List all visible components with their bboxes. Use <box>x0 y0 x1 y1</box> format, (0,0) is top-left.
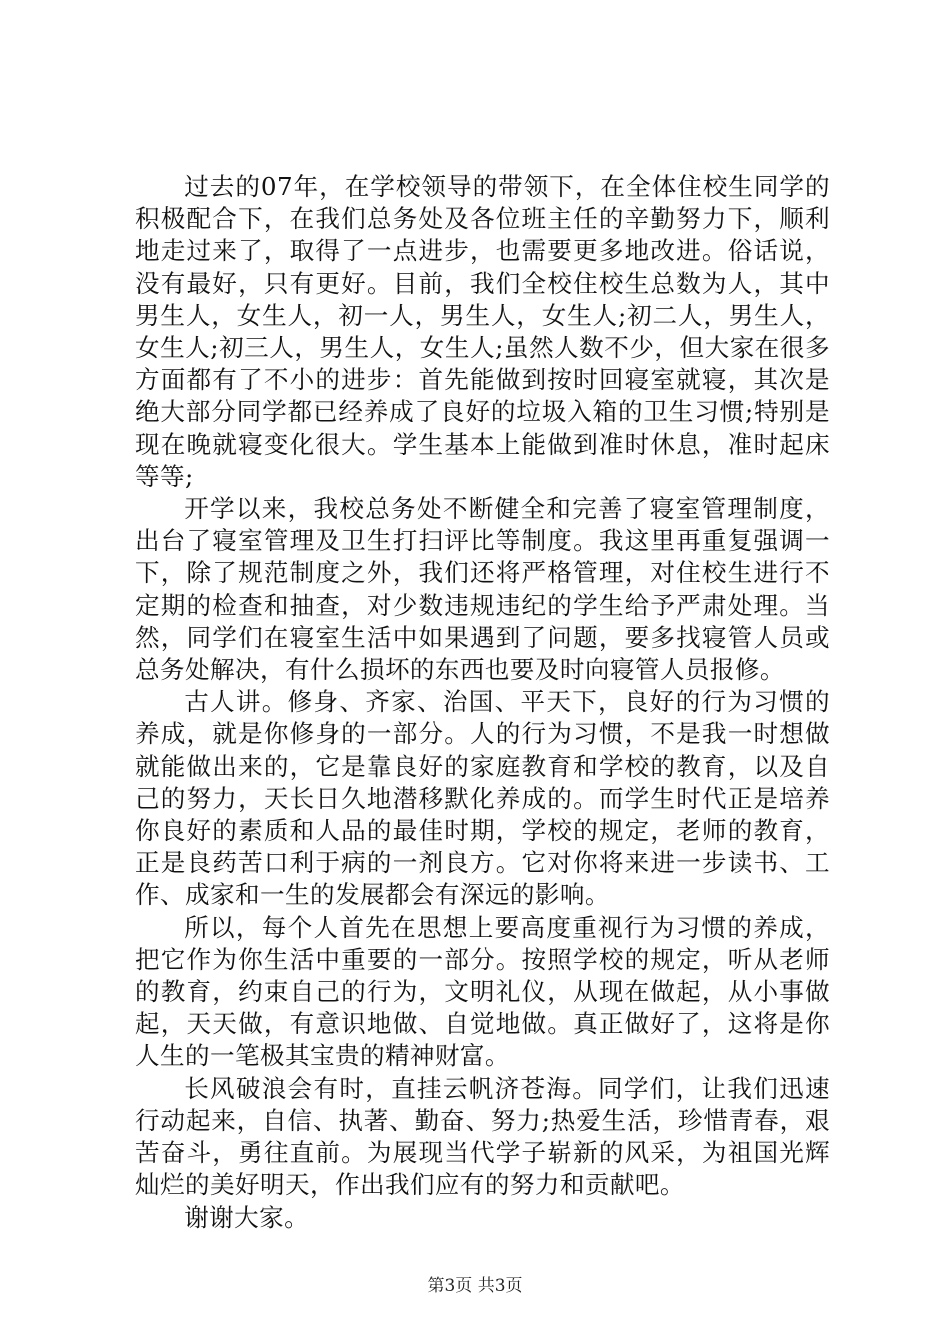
paragraph-6: 谢谢大家。 <box>184 1202 310 1232</box>
paragraph-5: 长风破浪会有时，直挂云帆济苍海。同学们，让我们迅速行动起来，自信、执著、勤奋、努力;热爱生活，珍惜青春，艰苦奋斗，勇往直前。为展现当代学子崭新的风采，为祖国光辉灿烂的美好明天，作出我们应有的努力和贡献吧。 <box>135 1073 830 1200</box>
document-body <box>135 171 830 1234</box>
paragraph-1: 过去的07年，在学校领导的带领下，在全体住校生同学的积极配合下，在我们总务处及各位班主任的辛勤努力下，顺利地走过来了，取得了一点进步，也需要更多地改进。俗话说，没有最好，只有更好。目前，我们全校住校生总数为人，其中男生人，女生人，初一人，男生人，女生人;初二人，男生人，女生人;初三人，男生人，女生人;虽然人数不少，但大家在很多方面都有了不小的进步：首先能做到按时回寝室就寝，其次是绝大部分同学都已经养成了良好的垃圾入箱的卫生习惯;特别是现在晚就寝变化很大。学生基本上能做到准时休息，准时起床等等; <box>135 172 830 491</box>
page-footer: 第3页 共3页 <box>427 1276 523 1296</box>
paragraph-3: 古人讲。修身、齐家、治国、平天下，良好的行为习惯的养成，就是你修身的一部分。人的行为习惯，不是我一时想做就能做出来的，它是靠良好的家庭教育和学校的教育，以及自己的努力，天长日久地潜移默化养成的。而学生时代正是培养你良好的素质和人品的最佳时期，学校的规定，老师的教育，正是良药苦口利于病的一剂良方。它对你将来进一步读书、工作、成家和一生的发展都会有深远的影响。 <box>135 687 830 910</box>
paragraph-4: 所以，每个人首先在思想上要高度重视行为习惯的养成，把它作为你生活中重要的一部分。按照学校的规定，听从老师的教育，约束自己的行为，文明礼仪，从现在做起，从小事做起，天天做，有意识地做、自觉地做。真正做好了，这将是你人生的一笔极其宝贵的精神财富。 <box>135 912 830 1071</box>
paragraph-2: 开学以来，我校总务处不断健全和完善了寝室管理制度，出台了寝室管理及卫生打扫评比等制度。我这里再重复强调一下，除了规范制度之外，我们还将严格管理，对住校生进行不定期的检查和抽查，对少数违规违纪的学生给予严肃处理。当然，同学们在寝室生活中如果遇到了问题，要多找寝管人员或总务处解决，有什么损坏的东西也要及时向寝管人员报修。 <box>135 494 830 685</box>
